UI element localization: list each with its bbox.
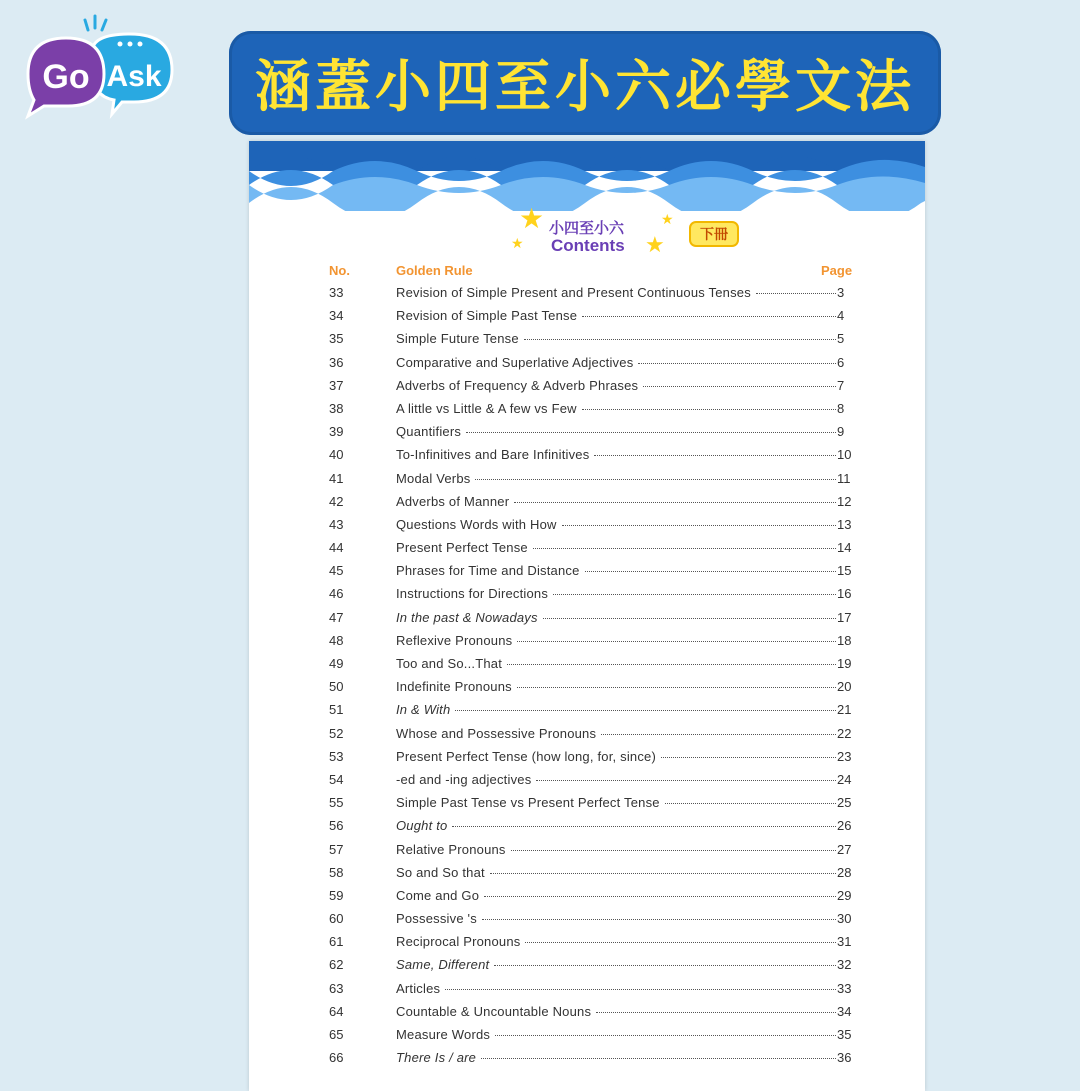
table-row: [249, 861, 925, 884]
rule-title: Measure Words: [396, 1027, 491, 1042]
page-number: 24: [837, 771, 852, 787]
table-row: [249, 953, 925, 976]
dot-leader: [511, 849, 836, 851]
dot-leader: [481, 1057, 836, 1059]
rule-title: Whose and Possessive Pronouns: [396, 725, 597, 741]
dot-leader: [525, 941, 836, 943]
rule-number: 35: [329, 331, 344, 347]
rule-title-cell: [396, 865, 836, 880]
dot-leader: [585, 570, 836, 572]
dot-leader: [596, 1011, 836, 1013]
page-number: 29: [837, 887, 852, 903]
rule-title: Quantifiers: [396, 424, 462, 440]
rule-title-cell: [396, 957, 836, 972]
page-number: 7: [837, 377, 845, 393]
page-number: 11: [837, 470, 851, 486]
dot-leader: [582, 315, 836, 317]
title-banner: [229, 31, 941, 135]
rule-title-cell: [396, 1027, 836, 1042]
page-number: 17: [837, 609, 852, 625]
page-number: 31: [837, 934, 852, 950]
rule-number: 36: [329, 354, 344, 370]
rule-title-cell: [396, 610, 836, 625]
dot-leader: [517, 640, 836, 642]
table-row: [249, 977, 925, 1000]
dot-leader: [524, 338, 836, 340]
rule-title: Possessive 's: [396, 911, 477, 927]
rule-title: Reflexive Pronouns: [396, 632, 513, 648]
rule-number: 42: [329, 493, 344, 509]
table-row: [249, 513, 925, 536]
page-number: 25: [837, 795, 852, 811]
page-number: 15: [837, 563, 852, 579]
rule-number: 59: [329, 887, 344, 903]
rule-title-cell: [396, 447, 836, 462]
logo-ask-text: Ask: [106, 60, 162, 93]
rule-number: 63: [329, 980, 344, 996]
dot-leader: [582, 408, 836, 410]
page-number: 21: [837, 702, 852, 718]
rule-title-cell: [396, 934, 836, 949]
rule-number: 60: [329, 911, 344, 927]
rule-number: 45: [329, 563, 344, 579]
dot-leader: [452, 825, 836, 827]
rule-number: 54: [329, 771, 344, 787]
dot-leader: [466, 431, 836, 433]
table-row: [249, 814, 925, 837]
page-number: 18: [837, 632, 852, 648]
table-row: [249, 1046, 925, 1069]
rule-title: To-Infinitives and Bare Infinitives: [396, 447, 590, 463]
page-number: 34: [837, 1003, 852, 1019]
table-row: [249, 443, 925, 466]
star-icon: ★: [645, 233, 665, 258]
page-number: 33: [837, 980, 852, 996]
column-header-rule: Golden Rule: [396, 263, 473, 278]
rule-title: Indefinite Pronouns: [396, 679, 512, 695]
page-number: 5: [837, 331, 845, 347]
star-icon: ★: [519, 202, 545, 235]
dot-leader: [494, 964, 836, 966]
rule-title: Too and So...That: [396, 656, 503, 671]
rule-title: Revision of Simple Past Tense: [396, 308, 578, 324]
rule-title-cell: [396, 679, 836, 694]
page-number: 4: [837, 308, 845, 324]
table-row: [249, 791, 925, 814]
rule-number: 48: [329, 632, 344, 648]
rule-title: There Is / are: [396, 1050, 477, 1066]
column-header-page: Page: [821, 263, 853, 278]
table-row: [249, 675, 925, 698]
page-number: 35: [837, 1027, 852, 1042]
rule-number: 49: [329, 656, 344, 671]
page-number: 8: [837, 400, 845, 416]
rule-number: 65: [329, 1027, 344, 1042]
rule-number: 51: [329, 702, 344, 718]
dot-leader: [533, 547, 836, 549]
rule-number: 61: [329, 934, 344, 950]
table-row: [249, 327, 925, 350]
rule-title: Adverbs of Manner: [396, 493, 510, 509]
page-number: 16: [837, 586, 852, 602]
table-row: [249, 304, 925, 327]
rule-number: 41: [329, 470, 344, 486]
rule-number: 53: [329, 748, 344, 764]
rule-title: Adverbs of Frequency & Adverb Phrases: [396, 377, 639, 393]
rule-number: 37: [329, 377, 344, 393]
rule-title: Come and Go: [396, 887, 480, 903]
dot-leader: [562, 524, 836, 526]
table-row: [249, 351, 925, 374]
dot-leader: [594, 454, 836, 456]
rule-title: So and So that: [396, 864, 485, 880]
dot-leader: [507, 663, 836, 665]
page-number: 19: [837, 656, 852, 671]
table-row: [249, 745, 925, 768]
table-row: [249, 838, 925, 861]
rule-number: 39: [329, 424, 344, 440]
table-row: [249, 467, 925, 490]
page-number: 36: [837, 1050, 852, 1066]
page-number: 32: [837, 957, 852, 973]
rule-title-cell: [396, 795, 836, 810]
rule-title: Comparative and Superlative Adjectives: [396, 354, 634, 370]
page-number: 27: [837, 841, 852, 857]
rule-number: 58: [329, 864, 344, 880]
rule-title-cell: [396, 981, 836, 996]
page-number: 6: [837, 354, 845, 370]
rule-title-cell: [396, 633, 836, 648]
rule-title: Present Perfect Tense (how long, for, since): [396, 748, 657, 764]
rule-title: Simple Future Tense: [396, 331, 519, 347]
rule-title-cell: [396, 726, 836, 741]
rule-title: Instructions for Directions: [396, 586, 549, 602]
rule-title: Phrases for Time and Distance: [396, 563, 580, 579]
rule-title-cell: [396, 285, 836, 300]
table-row: [249, 559, 925, 582]
goask-logo: [22, 14, 182, 124]
rule-number: 66: [329, 1050, 344, 1066]
rule-title-cell: [396, 355, 836, 370]
table-row: [249, 1023, 925, 1046]
table-row: [249, 397, 925, 420]
rule-title-cell: [396, 331, 836, 346]
table-row: [249, 722, 925, 745]
dot-leader: [543, 617, 836, 619]
rule-title-cell: [396, 540, 836, 555]
dot-leader: [484, 895, 836, 897]
rule-title-cell: [396, 888, 836, 903]
rule-title-cell: [396, 656, 836, 671]
page-number: 22: [837, 725, 852, 741]
table-row: [249, 490, 925, 513]
table-row: [249, 930, 925, 953]
rule-title: Simple Past Tense vs Present Perfect Tense: [396, 795, 660, 811]
table-row: [249, 536, 925, 559]
dot-leader: [661, 756, 836, 758]
table-row: [249, 1000, 925, 1023]
dot-leader: [482, 918, 836, 920]
rule-title-cell: [396, 1004, 836, 1019]
rule-title-cell: [396, 586, 836, 601]
rule-title: In & With: [396, 702, 451, 718]
page-number: 30: [837, 911, 852, 927]
dot-leader: [536, 779, 836, 781]
rule-title-cell: [396, 401, 836, 416]
page-number: 3: [837, 285, 845, 300]
rule-title-cell: [396, 308, 836, 323]
rule-title-cell: [396, 471, 836, 486]
rule-title-cell: [396, 911, 836, 926]
dot-leader: [455, 709, 836, 711]
table-row: [249, 629, 925, 652]
rule-title-cell: [396, 772, 836, 787]
table-row: [249, 652, 925, 675]
dot-leader: [445, 988, 836, 990]
rule-title: Countable & Uncountable Nouns: [396, 1003, 592, 1019]
rule-title: Articles: [396, 980, 441, 996]
page-number: 23: [837, 748, 852, 764]
table-row: [249, 698, 925, 721]
rule-number: 62: [329, 957, 344, 973]
rule-title: Present Perfect Tense: [396, 540, 528, 556]
dot-leader: [665, 802, 836, 804]
contents-page: [249, 141, 925, 1091]
rule-number: 56: [329, 818, 344, 834]
dot-leader: [475, 478, 836, 480]
contents-list: [249, 281, 925, 1069]
rule-title: Same, Different: [396, 957, 490, 973]
table-row: [249, 606, 925, 629]
page-number: 9: [837, 424, 845, 440]
rule-title-cell: [396, 378, 836, 393]
page-number: 26: [837, 818, 852, 834]
page-number: 13: [837, 516, 852, 532]
rule-title-cell: [396, 494, 836, 509]
rule-title-cell: [396, 424, 836, 439]
star-icon: ★: [511, 236, 524, 252]
rule-number: 33: [329, 285, 344, 300]
page-number: 10: [837, 447, 852, 463]
dot-leader: [643, 385, 836, 387]
table-row: [249, 582, 925, 605]
rule-number: 44: [329, 540, 344, 556]
table-row: [249, 768, 925, 791]
dot-leader: [490, 872, 836, 874]
rule-title: A little vs Little & A few vs Few: [396, 400, 577, 416]
table-row: [249, 907, 925, 930]
rule-title-cell: [396, 517, 836, 532]
rule-number: 46: [329, 586, 344, 602]
contents-heading: ★ ★ ★ ★ 小四至小六 Contents 下冊: [249, 203, 925, 263]
rule-number: 34: [329, 308, 344, 324]
rule-title: In the past & Nowadays: [396, 609, 538, 625]
rule-title: Relative Pronouns: [396, 841, 506, 857]
rule-title-cell: [396, 563, 836, 578]
rule-title-cell: [396, 749, 836, 764]
page-number: 28: [837, 864, 852, 880]
table-row: [249, 884, 925, 907]
dot-leader: [514, 501, 836, 503]
rule-title-cell: [396, 818, 836, 833]
rule-title: Ought to: [396, 818, 448, 834]
wave-header-decoration: [249, 141, 925, 211]
rule-title: Revision of Simple Present and Present Continuous Tenses: [396, 285, 751, 300]
table-row: [249, 420, 925, 443]
column-header-no: No.: [329, 263, 350, 278]
rule-number: 64: [329, 1003, 344, 1019]
rule-title-cell: [396, 1050, 836, 1065]
rule-number: 52: [329, 725, 344, 741]
dot-leader: [756, 292, 836, 294]
rule-title: -ed and -ing adjectives: [396, 771, 532, 787]
star-icon: ★: [661, 212, 674, 228]
rule-number: 50: [329, 679, 344, 695]
dot-leader: [638, 362, 836, 364]
table-row: [249, 281, 925, 304]
rule-number: 38: [329, 400, 344, 416]
dot-leader: [495, 1034, 836, 1036]
dot-leader: [517, 686, 836, 688]
rule-title: Reciprocal Pronouns: [396, 934, 521, 950]
banner-title: 涵蓋小四至小六必學文法: [255, 55, 915, 120]
rule-number: 57: [329, 841, 344, 857]
rule-title: Questions Words with How: [396, 516, 557, 532]
rule-title-cell: [396, 842, 836, 857]
dot-leader: [553, 593, 836, 595]
volume-badge: 下冊: [689, 221, 739, 247]
page-number: 14: [837, 540, 852, 556]
rule-number: 55: [329, 795, 344, 811]
page-number: 20: [837, 679, 852, 695]
page-number: 12: [837, 493, 852, 509]
rule-title: Modal Verbs: [396, 470, 471, 486]
rule-number: 47: [329, 609, 344, 625]
table-row: [249, 374, 925, 397]
rule-number: 43: [329, 516, 344, 532]
dot-leader: [601, 733, 836, 735]
logo-go-text: Go: [42, 58, 90, 96]
rule-number: 40: [329, 447, 344, 463]
rule-title-cell: [396, 702, 836, 717]
